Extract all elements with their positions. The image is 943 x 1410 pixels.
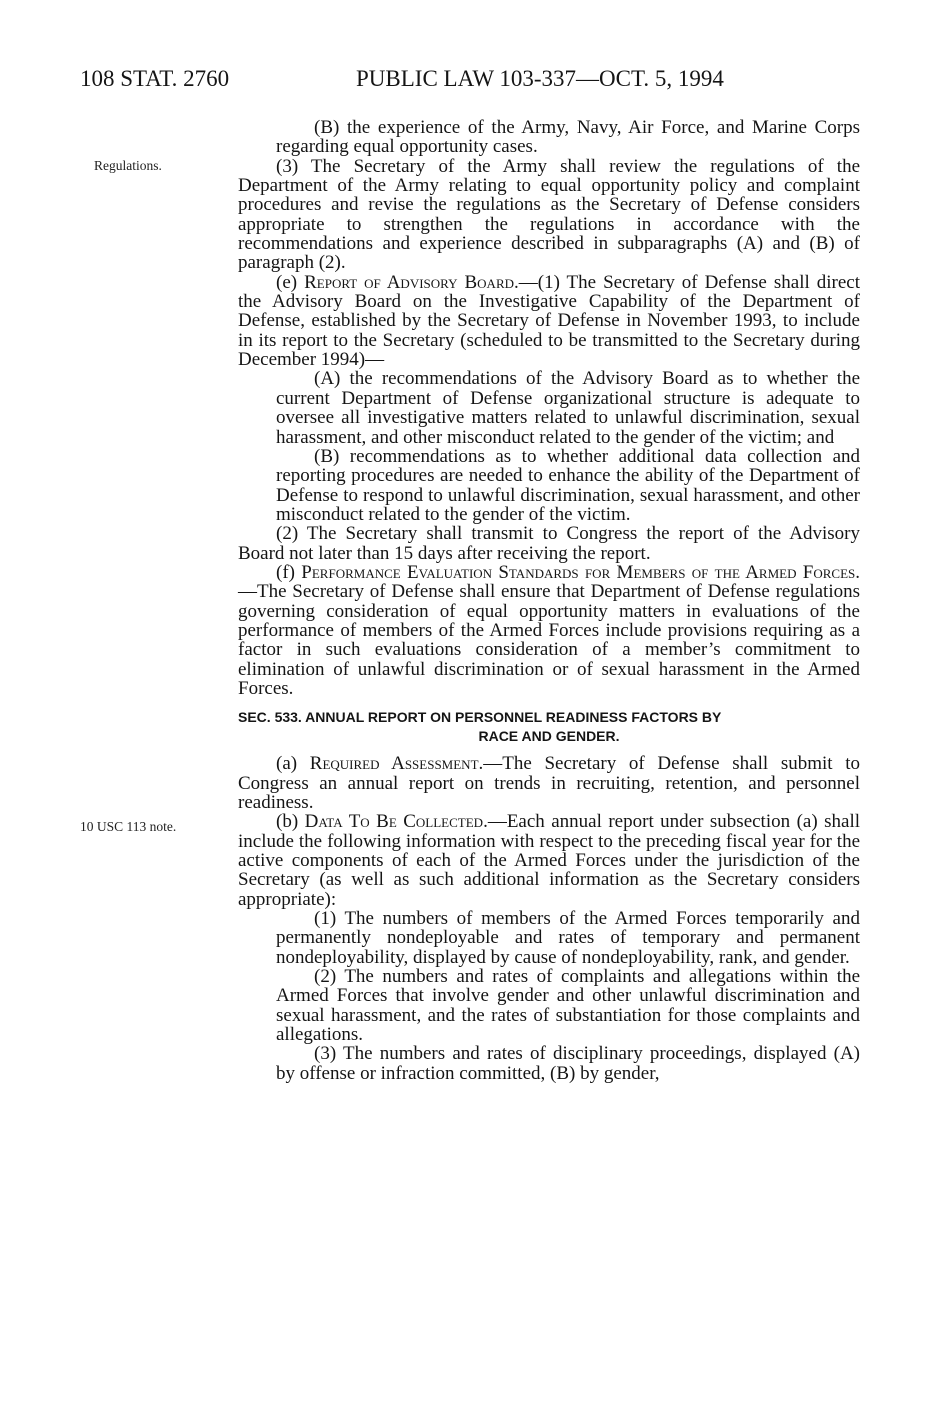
paragraph-b-3: (3) The numbers and rates of disciplinary proceedings, displayed (A) by offense or infraction committed, (B) by gender, xyxy=(276,1043,860,1084)
e-text: .—(1) The Secretary of Defense shall direct the Advisory Board on the Investigative Capability of the Department of Defense, established by the Secretary of Defense in November 1993, to include in its report to the Secretary (scheduled to be transmitted to the Secretary during December 1994)— xyxy=(238,271,860,371)
paragraph-e-b: (B) recommendations as to whether additional data collection and reporting procedures are needed to enhance the ability of the Department of Defense to respond to unlawful discrimination, sexual harassment, and other misconduct related to the gender of the victim. xyxy=(276,445,860,525)
b-heading: Data To Be Collected xyxy=(304,811,484,833)
paragraph-b-2: (2) The numbers and rates of complaints and allegations within the Armed Forces that involve gender and other unlawful discrimination and sexual harassment, and the rates of substantiation for those complaints and allegations. xyxy=(276,966,860,1046)
f-heading: Performance Evaluation Standards for Members of the Armed Forces xyxy=(301,561,856,583)
a-heading: Required Assessment xyxy=(309,753,479,775)
section-heading-line-1: SEC. 533. ANNUAL REPORT ON PERSONNEL READINESS FACTORS BY xyxy=(238,709,722,726)
paragraph-e-a: (A) the recommendations of the Advisory Board as to whether the current Department of Defense organizational structure is adequate to oversee all investigative matters related to unlawful discrimination, sexual harassment, and other misconduct related to the gender of the victim; and xyxy=(276,368,860,448)
f-text: .—The Secretary of Defense shall ensure that Department of Defense regulations governing consideration of equal opportunity matters in evaluations of the performance of members of the Armed Forces include provisions requiring as a factor in such evaluations consideration of a member’s commitment to elimination of unlawful discrimination or of sexual harassment in the Armed Forces. xyxy=(238,561,861,699)
paragraph-3-regulations: (3) The Secretary of the Army shall review the regulations of the Department of the Army relating to equal opportunity policy and complaint procedures and revise the regulations as the Secretary of Defense considers appropriate to strengthen the regulations in accordance with the recommendations and experience described in subparagraphs (A) and (B) of paragraph (2). xyxy=(238,155,860,274)
stat-page-number: 108 STAT. 2760 xyxy=(80,66,230,91)
e-heading: Report of Advisory Board xyxy=(304,271,514,293)
paragraph-b-data xyxy=(238,812,860,909)
paragraph-b-1: (1) The numbers of members of the Armed Forces temporarily and permanently nondeployable and rates of temporary and permanent nondeployability, displayed by cause of nondeployability, rank, and gender. xyxy=(276,908,860,968)
f-label: (f) xyxy=(276,561,302,583)
page-header xyxy=(0,0,943,110)
section-533-heading xyxy=(238,708,860,746)
document-body xyxy=(238,118,860,1083)
public-law-title: PUBLIC LAW 103-337—OCT. 5, 1994 xyxy=(356,66,724,91)
paragraph-b-experience: (B) the experience of the Army, Navy, Air Force, and Marine Corps regarding equal opportunity cases. xyxy=(276,117,860,158)
paragraph-e-2: (2) The Secretary shall transmit to Congress the report of the Advisory Board not later than 15 days after receiving the report. xyxy=(238,523,860,564)
margin-note-usc: 10 USC 113 note. xyxy=(80,819,177,834)
paragraph-a-required xyxy=(238,754,860,812)
b-label: (b) xyxy=(276,811,305,833)
paragraph-f-performance xyxy=(238,563,860,698)
paragraph-e-report xyxy=(238,273,860,370)
a-label: (a) xyxy=(276,753,310,775)
a-text: .—The Secretary of Defense shall submit to Congress an annual report on trends in recruiting, retention, and personnel readiness. xyxy=(238,753,860,813)
e-label: (e) xyxy=(276,271,305,293)
section-heading-line-2: RACE AND GENDER. xyxy=(478,728,620,745)
margin-note-regulations: Regulations. xyxy=(94,158,162,173)
b-text: .—Each annual report under subsection (a) shall include the following information with respect to the preceding fiscal year for the active components of each of the Armed Forces under the jurisdiction of the Secretary (as well as such additional information as the Secretary considers appropriate): xyxy=(238,811,861,910)
